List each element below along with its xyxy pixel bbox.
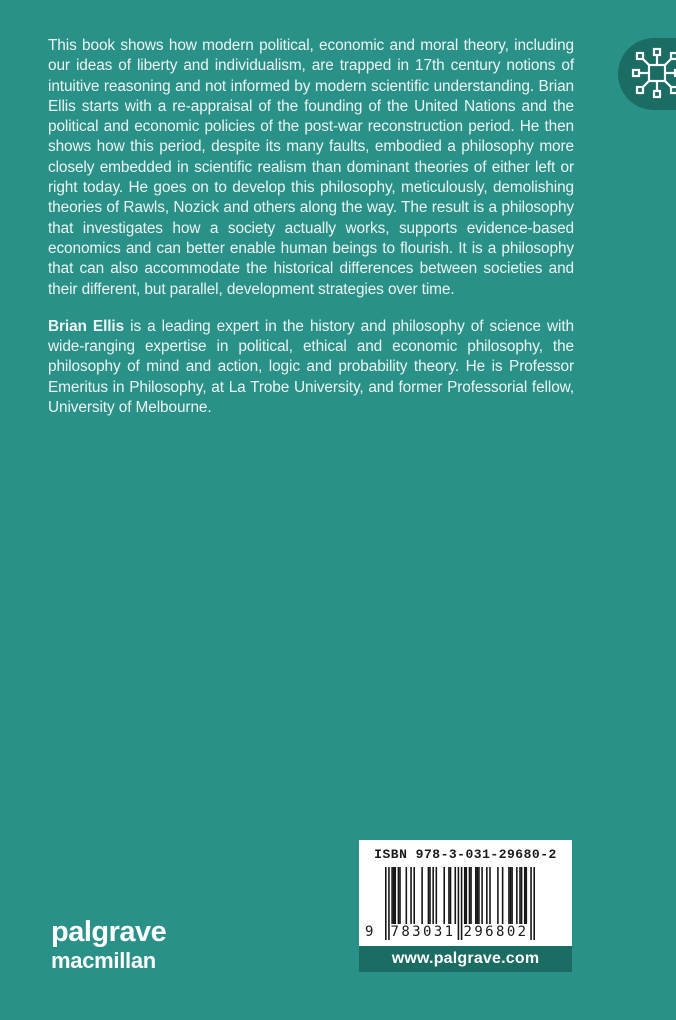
publisher-name-palgrave: palgrave <box>51 916 167 948</box>
website-band <box>359 946 572 972</box>
barcode-box <box>359 840 572 946</box>
author-name: Brian Ellis <box>48 317 125 335</box>
barcode-digits-left-group: 783031 <box>390 924 456 940</box>
publisher-name-macmillan: macmillan <box>51 948 156 973</box>
barcode-digit-lead: 9 <box>365 924 374 940</box>
isbn-label: ISBN 978-3-031-29680-2 <box>374 847 557 862</box>
website-url: www.palgrave.com <box>391 950 540 967</box>
author-bio-paragraph <box>48 317 574 418</box>
blurb-section <box>48 36 574 435</box>
publisher-logo-pill <box>618 38 676 110</box>
publisher-wordmark <box>51 916 166 973</box>
barcode-digits-right-group: 296802 <box>463 924 529 940</box>
barcode-block <box>359 840 572 972</box>
author-bio-text: is a leading expert in the history and philosophy of science with wide-ranging expertise in political, ethical and economic philosophy, the philosophy of mind and action, logic and probability theory. He is Professor Emeritus in Philosophy, at La Trobe University, and former Professorial fellow, University of Melbourne. <box>48 317 574 417</box>
synopsis-paragraph: This book shows how modern political, economic and moral theory, including our ideas of liberty and individualism, are trapped in 17th century notions of intuitive reasoning and not informed by modern scientific understanding. Brian Ellis starts with a re-appraisal of the founding of the United Nations and the political and economic policies of the post-war reconstruction period. He then shows how this period, despite its many faults, embodied a philosophy more closely embedded in scientific realism than dominant theories of either left or right today. He goes on to develop this philosophy, meticulously, demolishing theories of Rawls, Nozick and others along the way. The result is a philosophy that investigates how a society actually works, supports evidence-based economics and can better enable human beings to flourish. It is a philosophy that can also accommodate the historical differences between societies and their different, but parallel, development strategies over time. <box>48 37 574 298</box>
